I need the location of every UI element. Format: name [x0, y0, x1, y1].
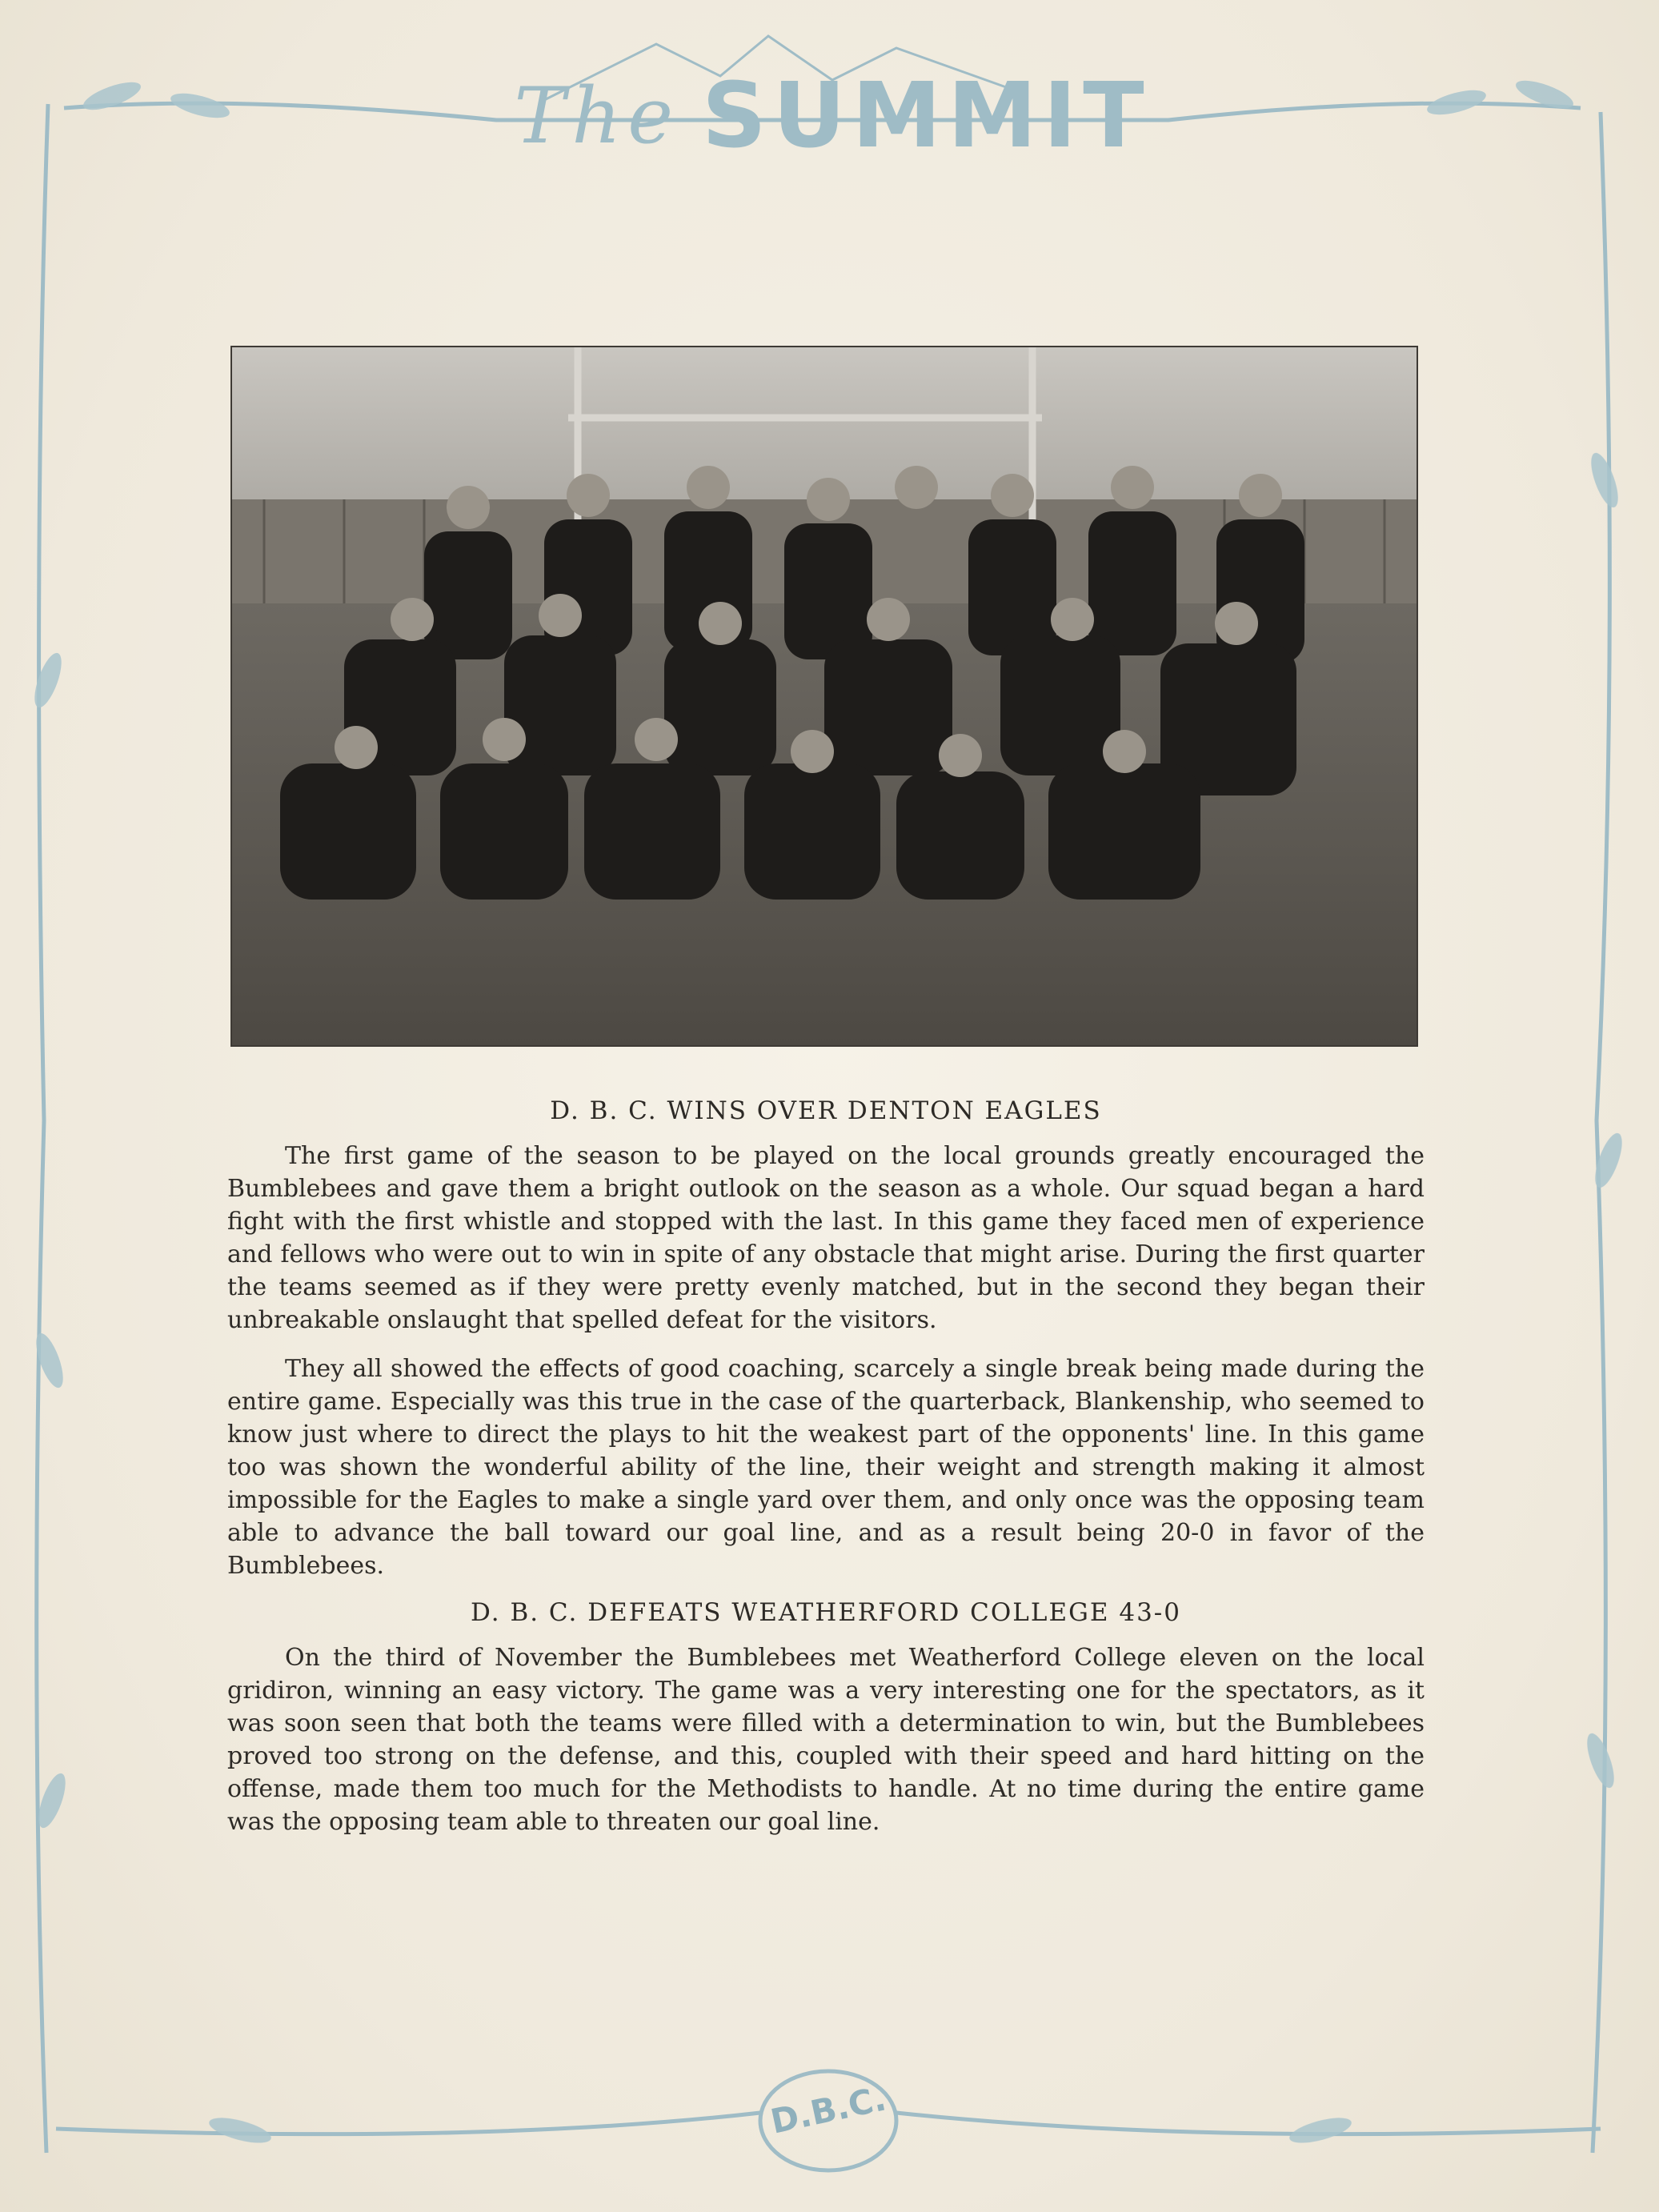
article-body	[227, 1096, 1425, 1854]
article-paragraph: They all showed the effects of good coaching, scarcely a single break being made during the entire game. Especially was this true in the case of the quarterback, Blankenship, who seemed to know just where to direct the plays to hit the weakest part of the opponents' line. In this game too was shown the wonderful ability of the line, their weight and strength making it almost impossible for the Eagles to make a single yard over them, and only once was the opposing team able to advance the ball toward our goal line, and as a result being 20-0 in favor of the Bumblebees.	[227, 1355, 1425, 1580]
article-paragraph: The first game of the season to be played on the local grounds greatly encouraged the Bumblebees and gave them a bright outlook on the season as a whole. Our squad began a hard fight with the first whistle and stopped with the last. In this game they faced men of experience and fellows who were out to win in spite of any obstacle that might arise. During the first quarter the teams seemed as if they were pretty evenly matched, but in the second they began their unbreakable onslaught that spelled defeat for the visitors.	[227, 1142, 1425, 1334]
article-heading-denton: D. B. C. WINS OVER DENTON EAGLES	[550, 1096, 1102, 1125]
title-the: The	[514, 71, 680, 161]
team-photo	[230, 346, 1418, 1047]
dbc-monogram: D.B.C.	[767, 2078, 890, 2142]
article-heading-weatherford: D. B. C. DEFEATS WEATHERFORD COLLEGE 43-0	[470, 1598, 1181, 1627]
article-paragraph: On the third of November the Bumblebees met Weatherford College eleven on the local gridiron, winning an easy victory. The game was a very interesting one for the spectators, as it was soon seen that both the teams were filled with a determination to win, but the Bumblebees proved too strong on the defense, and this, coupled with their speed and hard hitting on the offense, made them too much for the Methodists to handle. At no time during the entire game was the opposing team able to threaten our goal line.	[227, 1644, 1425, 1836]
title-summit: SUMMIT	[702, 64, 1151, 168]
yearbook-title	[480, 64, 1184, 168]
